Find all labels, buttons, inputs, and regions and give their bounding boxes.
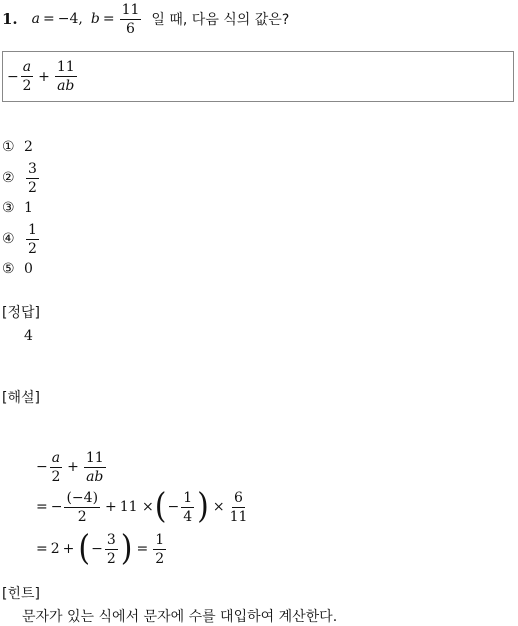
expr-minus: − bbox=[7, 68, 19, 85]
expression-box bbox=[2, 51, 514, 102]
choice-2[interactable] bbox=[2, 159, 41, 197]
explanation-line-1 bbox=[36, 448, 108, 486]
choice-marker: ① bbox=[2, 139, 15, 155]
minus-sign: − bbox=[36, 459, 48, 475]
left-paren: ( bbox=[154, 486, 167, 527]
fraction-denominator: 2 bbox=[28, 179, 37, 196]
choice-3[interactable] bbox=[2, 198, 33, 218]
fraction-numerator: 1 bbox=[155, 531, 165, 548]
fraction-denominator: ab bbox=[86, 468, 104, 485]
expression bbox=[3, 52, 513, 101]
answer-value: 4 bbox=[24, 328, 33, 344]
expr-plus: + bbox=[38, 68, 50, 85]
fraction-numerator: 11 bbox=[121, 1, 140, 18]
plus-sign: + bbox=[67, 459, 79, 475]
choice-marker: ④ bbox=[2, 231, 15, 247]
plus-sign: + bbox=[105, 499, 117, 515]
line3-fraction-2 bbox=[153, 533, 166, 566]
fraction-numerator: 11 bbox=[56, 59, 75, 75]
right-paren: ) bbox=[197, 486, 209, 527]
answer-label: [정답] bbox=[2, 305, 40, 321]
line1-fraction-2 bbox=[84, 451, 106, 484]
explanation-line-2 bbox=[36, 488, 249, 526]
fraction-numerator: a bbox=[22, 59, 32, 75]
explanation-label: [해설] bbox=[2, 390, 40, 406]
question-text: 일 때, 다음 식의 값은? bbox=[151, 12, 290, 28]
fraction-denominator: 2 bbox=[77, 508, 87, 525]
cond-b-var: b bbox=[90, 11, 100, 27]
choice-value: 0 bbox=[24, 261, 33, 277]
fraction-numerator: 11 bbox=[85, 449, 104, 466]
plus-sign: + bbox=[62, 541, 75, 557]
line1-fraction-1 bbox=[50, 451, 62, 484]
cond-a-val: −4, bbox=[57, 11, 83, 27]
fraction-numerator: 6 bbox=[234, 489, 243, 506]
left-paren: ( bbox=[78, 528, 91, 569]
fraction-numerator: a bbox=[51, 449, 61, 466]
question-line bbox=[2, 2, 289, 36]
minus-sign: − bbox=[167, 499, 180, 515]
fraction-denominator: ab bbox=[57, 78, 75, 94]
choice-marker: ⑤ bbox=[2, 261, 15, 277]
choice-1[interactable] bbox=[2, 137, 33, 157]
hint-label: [힌트] bbox=[2, 586, 40, 602]
cond-b-fraction bbox=[120, 3, 142, 36]
choice-value: 2 bbox=[24, 139, 33, 155]
choice-value: 1 bbox=[24, 200, 33, 216]
choice-4[interactable] bbox=[2, 220, 41, 258]
fraction-numerator: 3 bbox=[106, 531, 116, 548]
fraction-denominator: 6 bbox=[126, 20, 135, 37]
fraction-numerator: (−4) bbox=[66, 489, 99, 506]
expr-fraction-2 bbox=[55, 60, 77, 93]
fraction-numerator: 3 bbox=[28, 160, 37, 177]
fraction-denominator: 2 bbox=[28, 240, 37, 257]
choice-fraction bbox=[26, 162, 39, 195]
choice-marker: ② bbox=[2, 170, 15, 186]
explanation-line-3 bbox=[36, 530, 168, 568]
minus-sign: − bbox=[50, 499, 63, 515]
fraction-denominator: 2 bbox=[106, 550, 116, 567]
right-paren: ) bbox=[120, 528, 133, 569]
line2-fraction-2 bbox=[181, 491, 194, 524]
equals-sign: = bbox=[36, 499, 48, 515]
fraction-denominator: 2 bbox=[51, 468, 61, 485]
times-sign: × bbox=[212, 499, 225, 515]
fraction-denominator: 2 bbox=[22, 78, 32, 94]
line2-mid: 11 × bbox=[119, 499, 154, 515]
fraction-numerator: 1 bbox=[28, 221, 37, 238]
line2-fraction-1 bbox=[64, 491, 100, 524]
fraction-numerator: 1 bbox=[183, 489, 193, 506]
equals-sign: = bbox=[136, 541, 149, 557]
cond-a-var: a bbox=[31, 11, 41, 27]
fraction-denominator: 4 bbox=[183, 508, 193, 525]
line2-fraction-3 bbox=[230, 491, 248, 524]
equals-sign: = bbox=[36, 541, 48, 557]
fraction-denominator: 2 bbox=[155, 550, 165, 567]
line3-fraction-1 bbox=[105, 533, 118, 566]
choice-fraction bbox=[26, 223, 39, 256]
fraction-denominator: 11 bbox=[229, 508, 248, 525]
question-number: 1. bbox=[2, 10, 18, 28]
hint-text: 문자가 있는 식에서 문자에 수를 대입하여 계산한다. bbox=[22, 609, 338, 625]
number-two: 2 bbox=[50, 541, 60, 557]
minus-sign: − bbox=[91, 541, 103, 557]
cond-a-eq: = bbox=[43, 11, 55, 27]
choice-5[interactable] bbox=[2, 259, 33, 279]
expr-fraction-1 bbox=[21, 60, 33, 93]
cond-b-eq: = bbox=[102, 11, 115, 27]
choice-marker: ③ bbox=[2, 200, 15, 216]
